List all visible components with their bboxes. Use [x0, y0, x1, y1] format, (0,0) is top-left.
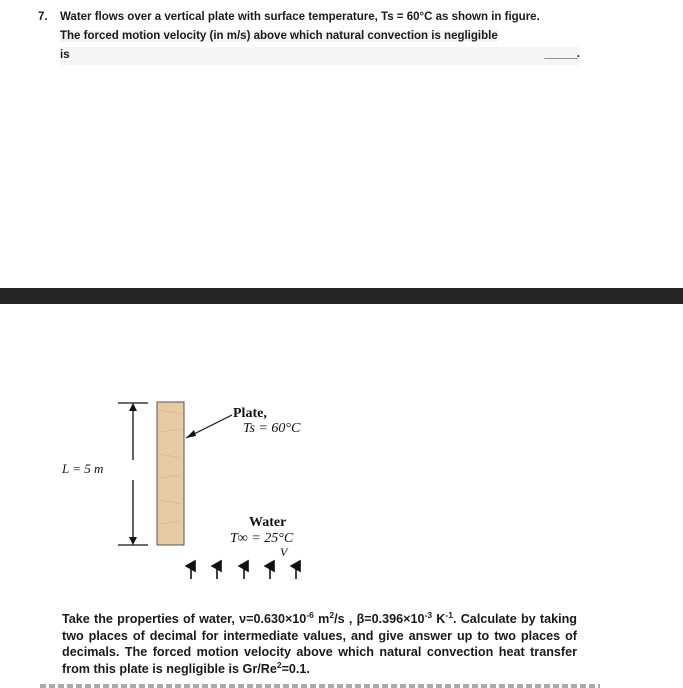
question-text-3: is: [60, 49, 70, 61]
properties-text: Take the properties of water, ν=0.630×10: [62, 612, 307, 626]
flow-arrows: [191, 566, 296, 579]
properties-text: =0.1.: [281, 661, 310, 676]
properties-text: m: [313, 612, 330, 626]
properties-text: /s , β=0.396×10: [334, 612, 425, 626]
velocity-label: V: [280, 545, 288, 559]
properties-text: . Calculate by taking two places of decimal for intermediate values, and give answer up to two places of decimals. The forced motion velocity above which natural convection heat transfer from this plate is negligible is Gr/Re: [62, 612, 577, 676]
next-question-cutoff: [40, 684, 600, 688]
question-number: 7.: [38, 11, 48, 23]
properties-text: K: [432, 612, 446, 626]
exponent: 2: [329, 609, 335, 620]
properties-paragraph: [62, 611, 577, 677]
section-divider-band: [0, 288, 683, 304]
exponent: -6: [306, 609, 314, 620]
plate-leader-arrow: [186, 430, 196, 438]
exponent: -1: [445, 609, 453, 620]
exponent: 2: [276, 659, 282, 670]
exponent: -3: [424, 609, 433, 620]
plate-figure: [0, 380, 400, 590]
length-label: L = 5 m: [62, 461, 104, 476]
question-line-1: [38, 8, 583, 27]
answer-blank[interactable]: ______.: [544, 48, 579, 60]
question-text-1: Water flows over a vertical plate with surface temperature, Ts = 60°C as shown in figure.: [60, 11, 540, 23]
length-dimension: [118, 403, 148, 545]
question-line-3: [38, 47, 583, 65]
plate-temperature: Ts = 60°C: [243, 421, 301, 436]
question-block: [38, 8, 583, 65]
fluid-label: Water: [249, 515, 287, 530]
fluid-temperature: T∞ = 25°C: [230, 531, 294, 546]
answer-highlight: [60, 47, 580, 65]
question-text-2: The forced motion velocity (in m/s) above which natural convection is negligible: [60, 30, 498, 42]
question-line-2: [38, 27, 583, 46]
plate-label: Plate,: [233, 406, 267, 421]
